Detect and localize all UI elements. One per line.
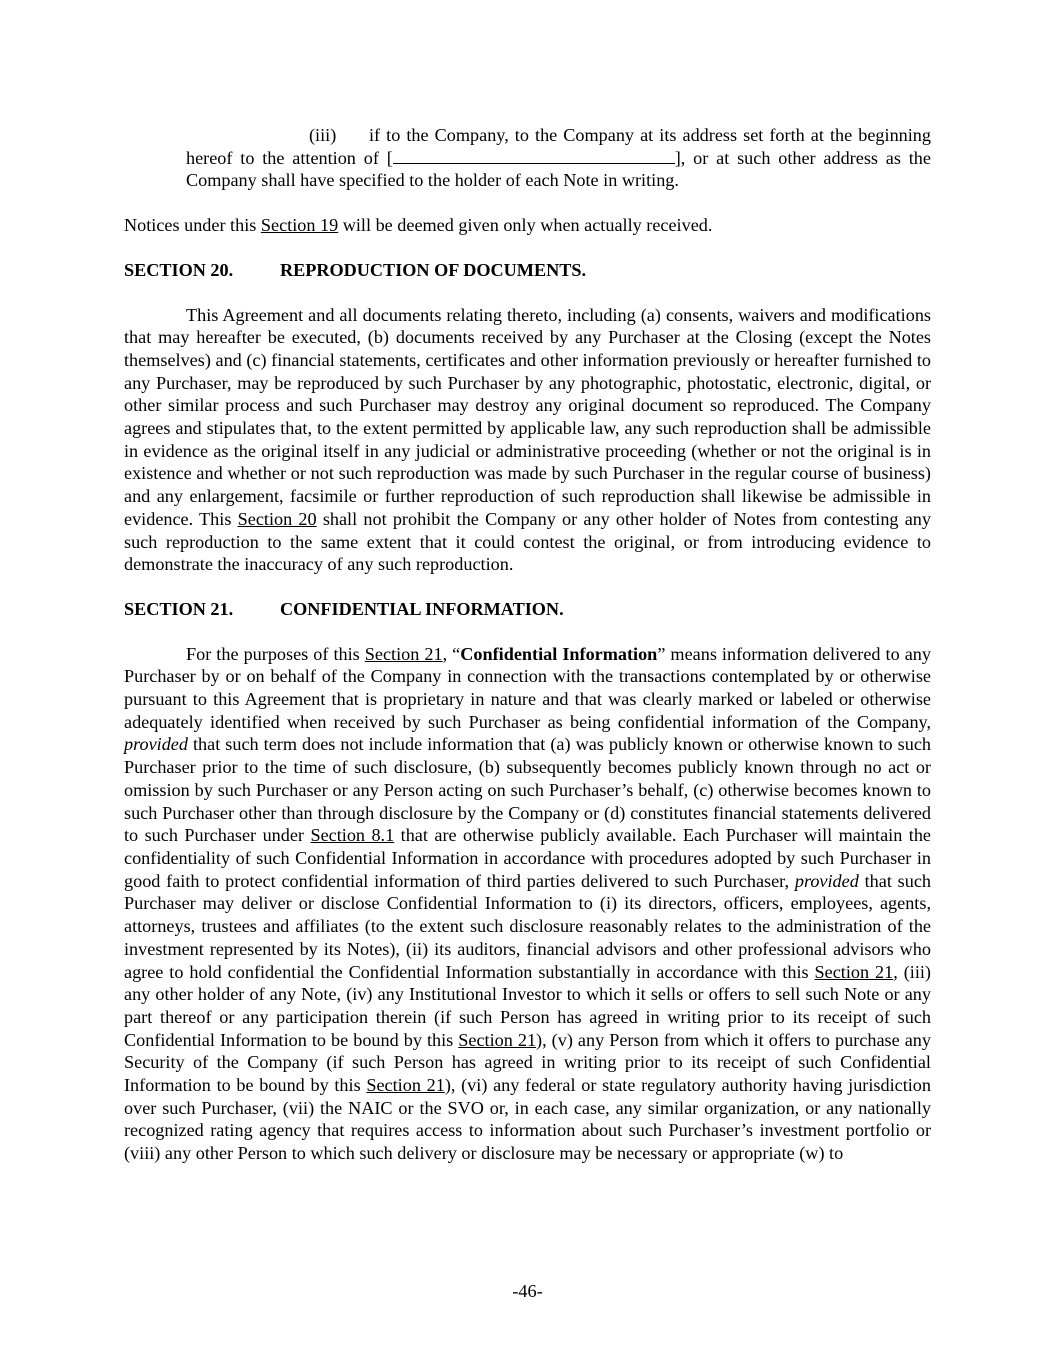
section-20-heading <box>124 259 931 282</box>
page-number: -46- <box>512 1281 543 1301</box>
provided-italic: provided <box>794 870 859 891</box>
section-20-paragraph: This Agreement and all documents relating thereto, including (a) consents, waivers and modifications that may hereafter be executed, (b) documents received by any Purchaser at the Closing (except the Notes themselves) and (c) financial statements, certificates and other information previously or hereafter furnished to any Purchaser, may be reproduced by such Purchaser by any photographic, photostatic, electronic, digital, or other similar process and such Purchaser may destroy any original document so reproduced. The Company agrees and stipulates that, to the extent permitted by applicable law, any such reproduction shall be admissible in evidence as the original itself in any judicial or administrative proceeding (whether or not the original is in existence and whether or not such reproduction was made by such Purchaser in the regular course of business) and any enlargement, facsimile or further reproduction of such reproduction shall likewise be admissible in evidence. This Section 20 shall not prohibit the Company or any other holder of Notes from contesting any such reproduction to the same extent that it could contest the original, or from introducing evidence to demonstrate the inaccuracy of any such reproduction. <box>124 304 931 575</box>
section-21-link[interactable]: Section 21 <box>814 961 894 982</box>
section-21-link[interactable]: Section 21 <box>458 1029 537 1050</box>
section-20-link[interactable]: Section 20 <box>237 508 317 529</box>
attention-blank-line <box>393 148 675 164</box>
section-8-1-link[interactable]: Section 8.1 <box>310 825 395 846</box>
provided-italic: provided <box>124 734 188 755</box>
item-text-after: ], or at such other address as the Company shall have specified to the holder of each Note in writing. <box>186 147 931 191</box>
item-text-before: if to the Company, to the Company at its address set forth at the beginning hereof to the attention of [ <box>186 125 931 168</box>
section-21-link[interactable]: Section 21 <box>366 1075 445 1096</box>
notice-item-iii <box>186 124 931 192</box>
section-21-paragraph: For the purposes of this Section 21, “Confidential Information” means information delivered to any Purchaser by or on behalf of the Company in connection with the transactions contemplated by or otherwise pursuant to this Agreement that is proprietary in nature and that was clearly marked or labeled or otherwise adequately identified when received by such Purchaser as being confidential information of the Company, provided that such term does not include information that (a) was publicly known or otherwise known to such Purchaser prior to the time of such disclosure, (b) subsequently becomes publicly known through no act or omission by such Purchaser or any Person acting on such Purchaser’s behalf, (c) otherwise becomes known to such Purchaser other than through disclosure by the Company or (d) constitutes financial statements delivered to such Purchaser under Section 8.1 that are otherwise publicly available. Each Purchaser will maintain the confidentiality of such Confidential Information in accordance with procedures adopted by such Purchaser in good faith to protect confidential information of third parties delivered to such Purchaser, provided that such Purchaser may deliver or disclose Confidential Information to (i) its directors, officers, employees, agents, attorneys, trustees and affiliates (to the extent such disclosure reasonably relates to the administration of the investment represented by its Notes), (ii) its auditors, financial advisors and other professional advisors who agree to hold confidential the Confidential Information substantially in accordance with this Section 21, (iii) any other holder of any Note, (iv) any Institutional Investor to which it sells or offers to sell such Note or any part thereof or any participation therein (if such Person has agreed in writing prior to its receipt of such Confidential Information to be bound by this Section 21), (v) any Person from which it offers to purchase any Security of the Company (if such Person has agreed in writing prior to its receipt of such Confidential Information to be bound by this Section 21), (vi) any federal or state regulatory authority having jurisdiction over such Purchaser, (vii) the NAIC or the SVO or, in each case, any similar organization, or any nationally recognized rating agency that requires access to information about such Purchaser’s investment portfolio or (viii) any other Person to which such delivery or disclosure may be necessary or appropriate (w) to <box>124 643 931 1164</box>
section-21-heading <box>124 598 931 621</box>
section-19-link[interactable]: Section 19 <box>260 215 339 236</box>
section-number: SECTION 20. <box>124 259 234 280</box>
notices-line: Notices under this Section 19 will be deemed given only when actually received. <box>124 215 713 236</box>
section-title: REPRODUCTION OF DOCUMENTS. <box>280 259 586 280</box>
document-page <box>124 124 931 1165</box>
section-title: CONFIDENTIAL INFORMATION. <box>280 598 564 619</box>
section-21-link[interactable]: Section 21 <box>364 643 443 664</box>
defined-term: Confidential Information <box>460 643 658 664</box>
item-label: (iii) <box>309 125 337 145</box>
section-number: SECTION 21. <box>124 598 234 619</box>
